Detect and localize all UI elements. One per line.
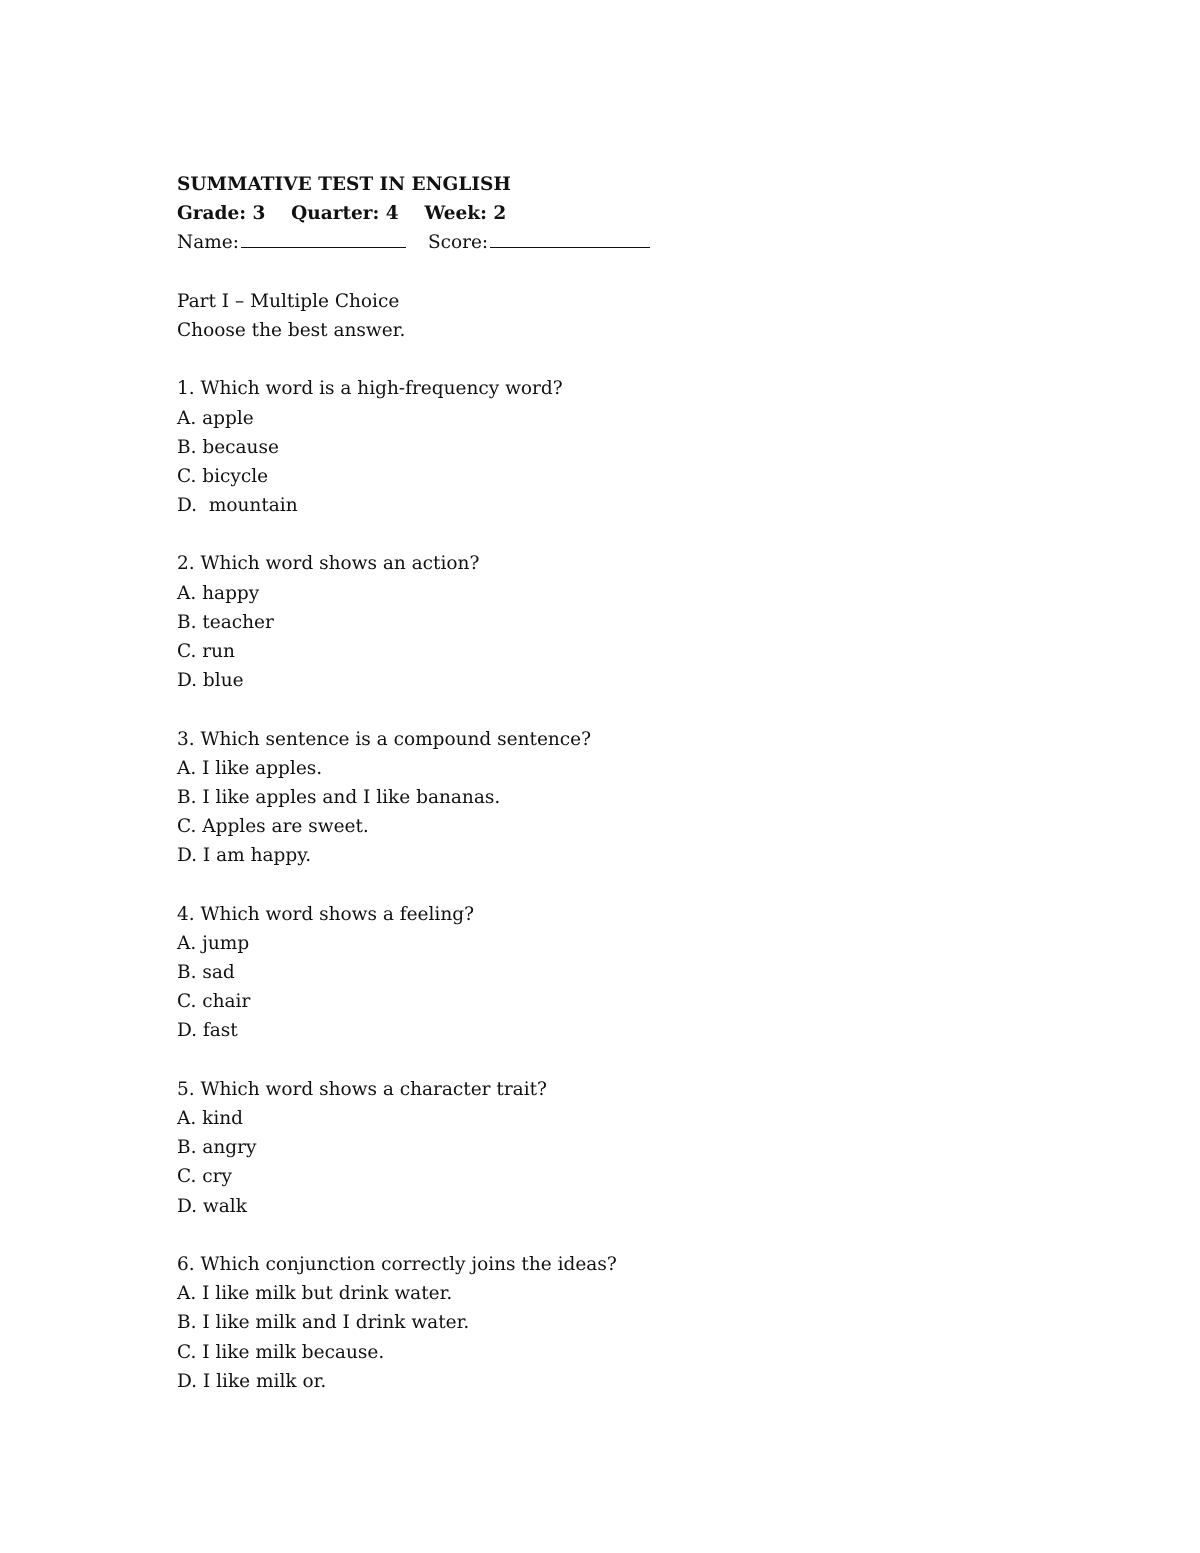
- question-1: [177, 374, 1077, 520]
- question-6: [177, 1250, 1077, 1396]
- question-3: [177, 725, 1077, 871]
- question-5: [177, 1075, 1077, 1221]
- option-d: D. walk: [177, 1195, 247, 1217]
- option-d: D. mountain: [177, 495, 298, 517]
- question-text: 2. Which word shows an action?: [177, 553, 480, 575]
- option-a: A. jump: [177, 932, 250, 954]
- option-d: D. I am happy.: [177, 845, 312, 867]
- name-blank: [241, 228, 406, 248]
- option-b: B. I like milk and I drink water.: [177, 1312, 470, 1334]
- part-title: Part I – Multiple Choice: [177, 290, 400, 312]
- name-label: Name:: [177, 232, 239, 254]
- question-text: 1. Which word is a high-frequency word?: [177, 378, 563, 400]
- question-text: 3. Which sentence is a compound sentence?: [177, 728, 592, 750]
- part-instruction: Choose the best answer.: [177, 319, 406, 341]
- test-document: [177, 170, 1077, 1396]
- question-text: 4. Which word shows a feeling?: [177, 903, 474, 925]
- question-4: [177, 900, 1077, 1046]
- option-b: B. because: [177, 436, 279, 458]
- score-label: Score:: [427, 232, 489, 254]
- option-c: C. Apples are sweet.: [177, 816, 369, 838]
- option-c: C. bicycle: [177, 465, 269, 487]
- option-a: A. I like milk but drink water.: [177, 1283, 453, 1305]
- option-a: A. happy: [177, 582, 260, 604]
- option-b: B. I like apples and I like bananas.: [177, 786, 501, 808]
- document-title: SUMMATIVE TEST IN ENGLISH: [177, 174, 511, 195]
- question-2: [177, 549, 1077, 695]
- option-c: C. chair: [177, 991, 251, 1013]
- option-a: A. apple: [177, 407, 254, 429]
- score-blank: [490, 228, 650, 248]
- option-d: D. fast: [177, 1020, 238, 1042]
- option-a: A. I like apples.: [177, 757, 323, 779]
- quarter-label: Quarter: 4: [291, 203, 399, 225]
- option-b: B. sad: [177, 962, 235, 984]
- option-b: B. teacher: [177, 611, 274, 633]
- week-label: Week: 2: [424, 203, 507, 225]
- option-d: D. blue: [177, 670, 244, 692]
- option-d: D. I like milk or.: [177, 1370, 327, 1392]
- option-b: B. angry: [177, 1137, 257, 1159]
- grade-label: Grade: 3: [177, 203, 266, 225]
- grade-quarter-week-row: [177, 199, 1077, 228]
- option-c: C. I like milk because.: [177, 1341, 385, 1363]
- question-text: 5. Which word shows a character trait?: [177, 1078, 547, 1100]
- name-score-row: [177, 228, 1077, 257]
- option-c: C. run: [177, 641, 235, 662]
- option-c: C. cry: [177, 1166, 232, 1188]
- option-a: A. kind: [177, 1108, 244, 1129]
- question-text: 6. Which conjunction correctly joins the ideas?: [177, 1253, 617, 1275]
